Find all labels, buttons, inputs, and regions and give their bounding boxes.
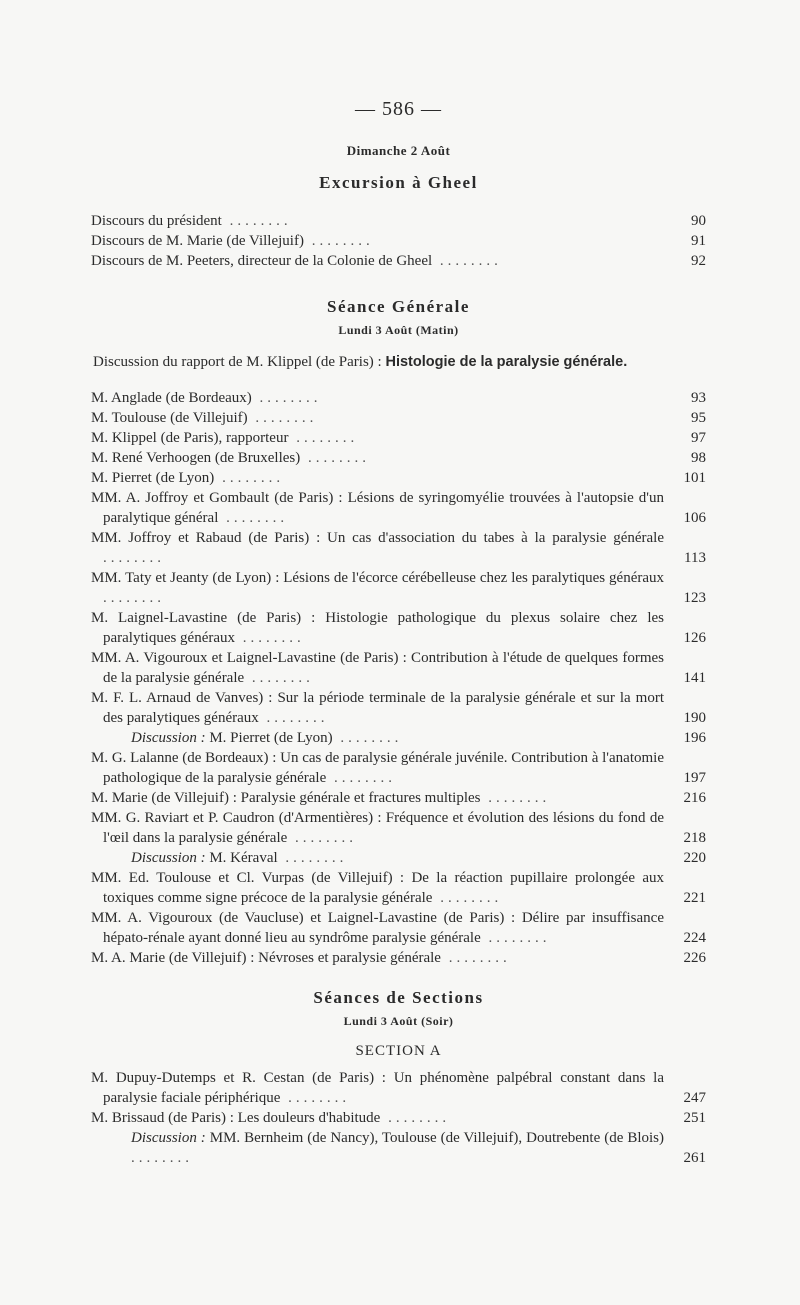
- entry-page: 101: [683, 470, 706, 486]
- entry-text: Discours de M. Peeters, directeur de la Colonie de Gheel: [91, 253, 433, 269]
- entry-page: 98: [691, 450, 706, 466]
- entry-text: MM. Joffroy et Rabaud (de Paris) : Un cas d'association du tabes à la paralysie générale: [91, 530, 664, 546]
- entry-page: 126: [683, 630, 706, 646]
- entry-text: MM. A. Joffroy et Gombault (de Paris) : Lésions de syringomyélie trouvées à l'autopsie d'un paralytique général: [91, 490, 664, 526]
- discussion-intro: [91, 352, 706, 372]
- discussion-topic: Histologie de la paralysie générale.: [385, 354, 628, 370]
- discussion-label: Discussion :: [131, 1130, 210, 1146]
- page-number: — 586 —: [355, 98, 442, 120]
- dot-leader: ........: [480, 930, 551, 946]
- entry-page: 197: [683, 770, 706, 786]
- toc-entry: [91, 868, 706, 908]
- toc-entry: [91, 848, 706, 868]
- entry-page: 97: [691, 430, 706, 446]
- toc-entry: [91, 648, 706, 688]
- sections-day: Lundi 3 Août (Soir): [343, 1014, 454, 1028]
- entry-text: MM. A. Vigouroux (de Vaucluse) et Laignel-Lavastine (de Paris) : Délire par insuffisance hépato-rénale ayant donné lieu au syndrôme paralysie générale: [91, 910, 664, 946]
- dot-leader: ........: [103, 550, 165, 566]
- entry-page: 196: [683, 730, 706, 746]
- toc-entry: [91, 728, 706, 748]
- entry-page: 221: [683, 890, 706, 906]
- toc-entry: [91, 428, 706, 448]
- toc-entry: [91, 448, 706, 468]
- entry-text: MM. Taty et Jeanty (de Lyon) : Lésions de l'écorce cérébelleuse chez les paralytiques généraux: [91, 570, 664, 586]
- entry-page: 113: [684, 550, 706, 566]
- excursion-list: [91, 211, 706, 271]
- dot-leader: ........: [287, 830, 358, 846]
- entry-page: 95: [691, 410, 706, 426]
- toc-entry: [91, 528, 706, 568]
- entry-text: M. Dupuy-Dutemps et R. Cestan (de Paris) : Un phénomène palpébral constant dans la paralysie faciale périphérique: [91, 1070, 664, 1106]
- sections-heading: Séances de Sections: [313, 988, 484, 1007]
- dot-leader: ........: [288, 430, 359, 446]
- entry-text: MM. Ed. Toulouse et Cl. Vurpas (de Villejuif) : De la réaction pupillaire prolongée aux toxiques comme signe précoce de la paralysie générale: [91, 870, 664, 906]
- discussion-label: Discussion :: [131, 850, 210, 866]
- seance-heading: Séance Générale: [327, 297, 470, 316]
- excursion-heading: Excursion à Gheel: [319, 173, 478, 192]
- dot-leader: ........: [432, 890, 503, 906]
- entry-page: 226: [683, 950, 706, 966]
- toc-entry: [91, 488, 706, 528]
- entry-page: 90: [691, 213, 706, 229]
- dot-leader: ........: [280, 1090, 351, 1106]
- entry-text: M. Toulouse (de Villejuif): [91, 410, 248, 426]
- dot-leader: ........: [214, 470, 285, 486]
- toc-entry: [91, 251, 706, 271]
- toc-entry: [91, 211, 706, 231]
- entry-page: 190: [683, 710, 706, 726]
- entry-page: 91: [691, 233, 706, 249]
- toc-entry: [91, 408, 706, 428]
- discussion-intro-text: Discussion du rapport de M. Klippel (de Paris) :: [93, 354, 382, 370]
- dot-leader: ........: [326, 770, 396, 786]
- section-label: SECTION A: [355, 1043, 442, 1059]
- toc-entry: [91, 948, 706, 968]
- entry-text: M. F. L. Arnaud de Vanves) : Sur la période terminale de la paralysie générale et sur la mort des paralytiques généraux: [91, 690, 664, 726]
- entry-text: M. René Verhoogen (de Bruxelles): [91, 450, 301, 466]
- toc-entry: [91, 1108, 706, 1128]
- toc-entry: [91, 788, 706, 808]
- entry-page: 247: [683, 1090, 706, 1106]
- entry-page: 261: [683, 1150, 706, 1166]
- dot-leader: ........: [218, 510, 289, 526]
- dot-leader: ........: [380, 1110, 451, 1126]
- entry-text: M. Pierret (de Lyon): [91, 470, 215, 486]
- toc-entry: [91, 568, 706, 608]
- entry-text: M. Marie (de Villejuif) : Paralysie générale et fractures multiples: [91, 790, 481, 806]
- content-column: [91, 0, 706, 1168]
- dot-leader: ........: [235, 630, 305, 646]
- entry-page: 93: [691, 390, 706, 406]
- entry-text: M. Laignel-Lavastine (de Paris) : Histologie pathologique du plexus solaire chez les paralytiques généraux: [91, 610, 664, 646]
- toc-entry: [91, 388, 706, 408]
- dot-leader: ........: [332, 730, 403, 746]
- dot-leader: ........: [277, 850, 348, 866]
- entry-text: M. G. Lalanne (de Bordeaux) : Un cas de paralysie générale juvénile. Contribution à l'anatomie pathologique de la paralysie générale: [91, 750, 664, 786]
- entry-text: M. Brissaud (de Paris) : Les douleurs d'habitude: [91, 1110, 381, 1126]
- entry-page: 123: [683, 590, 706, 606]
- dot-leader: ........: [247, 410, 318, 426]
- toc-entry: [91, 1068, 706, 1108]
- entry-text: Discours de M. Marie (de Villejuif): [91, 233, 304, 249]
- toc-entry: [91, 748, 706, 788]
- toc-entry: [91, 468, 706, 488]
- toc-entry: [91, 1128, 706, 1168]
- toc-entry: [91, 908, 706, 948]
- dot-leader: ........: [221, 213, 292, 229]
- entry-text: M. Pierret (de Lyon): [209, 730, 333, 746]
- dot-leader: ........: [251, 390, 322, 406]
- dot-leader: ........: [131, 1150, 193, 1166]
- toc-entry: [91, 231, 706, 251]
- entry-page: 224: [683, 930, 706, 946]
- dot-leader: ........: [303, 233, 374, 249]
- dot-leader: ........: [440, 950, 511, 966]
- entry-text: M. A. Marie (de Villejuif) : Névroses et paralysie générale: [91, 950, 441, 966]
- toc-entry: [91, 608, 706, 648]
- entry-text: M. Kéraval: [209, 850, 278, 866]
- entry-page: 220: [683, 850, 706, 866]
- entry-page: 92: [691, 253, 706, 269]
- toc-entry: [91, 808, 706, 848]
- section-list: [91, 1068, 706, 1168]
- dot-leader: ........: [244, 670, 314, 686]
- entry-text: M. Anglade (de Bordeaux): [91, 390, 252, 406]
- entry-page: 106: [683, 510, 706, 526]
- day-heading-sunday: Dimanche 2 Août: [346, 143, 451, 158]
- dot-leader: ........: [300, 450, 371, 466]
- dot-leader: ........: [480, 790, 551, 806]
- discussion-label: Discussion :: [131, 730, 210, 746]
- toc-entry: [91, 688, 706, 728]
- entry-text: M. Klippel (de Paris), rapporteur: [91, 430, 289, 446]
- entry-text: MM. A. Vigouroux et Laignel-Lavastine (de Paris) : Contribution à l'étude de quelques formes de la paralysie générale: [91, 650, 664, 686]
- dot-leader: ........: [258, 710, 329, 726]
- entry-page: 216: [683, 790, 706, 806]
- entry-text: MM. Bernheim (de Nancy), Toulouse (de Villejuif), Doutrebente (de Blois): [209, 1130, 664, 1146]
- entry-text: Discours du président: [91, 213, 222, 229]
- entry-text: MM. G. Raviart et P. Caudron (d'Armentières) : Fréquence et évolution des lésions du fond de l'œil dans la paralysie générale: [91, 810, 664, 846]
- entry-page: 251: [683, 1110, 706, 1126]
- dot-leader: ........: [103, 590, 165, 606]
- dot-leader: ........: [432, 253, 502, 269]
- seance-day: Lundi 3 Août (Matin): [338, 323, 459, 337]
- seance-list: [91, 388, 706, 968]
- entry-page: 218: [683, 830, 706, 846]
- entry-page: 141: [683, 670, 706, 686]
